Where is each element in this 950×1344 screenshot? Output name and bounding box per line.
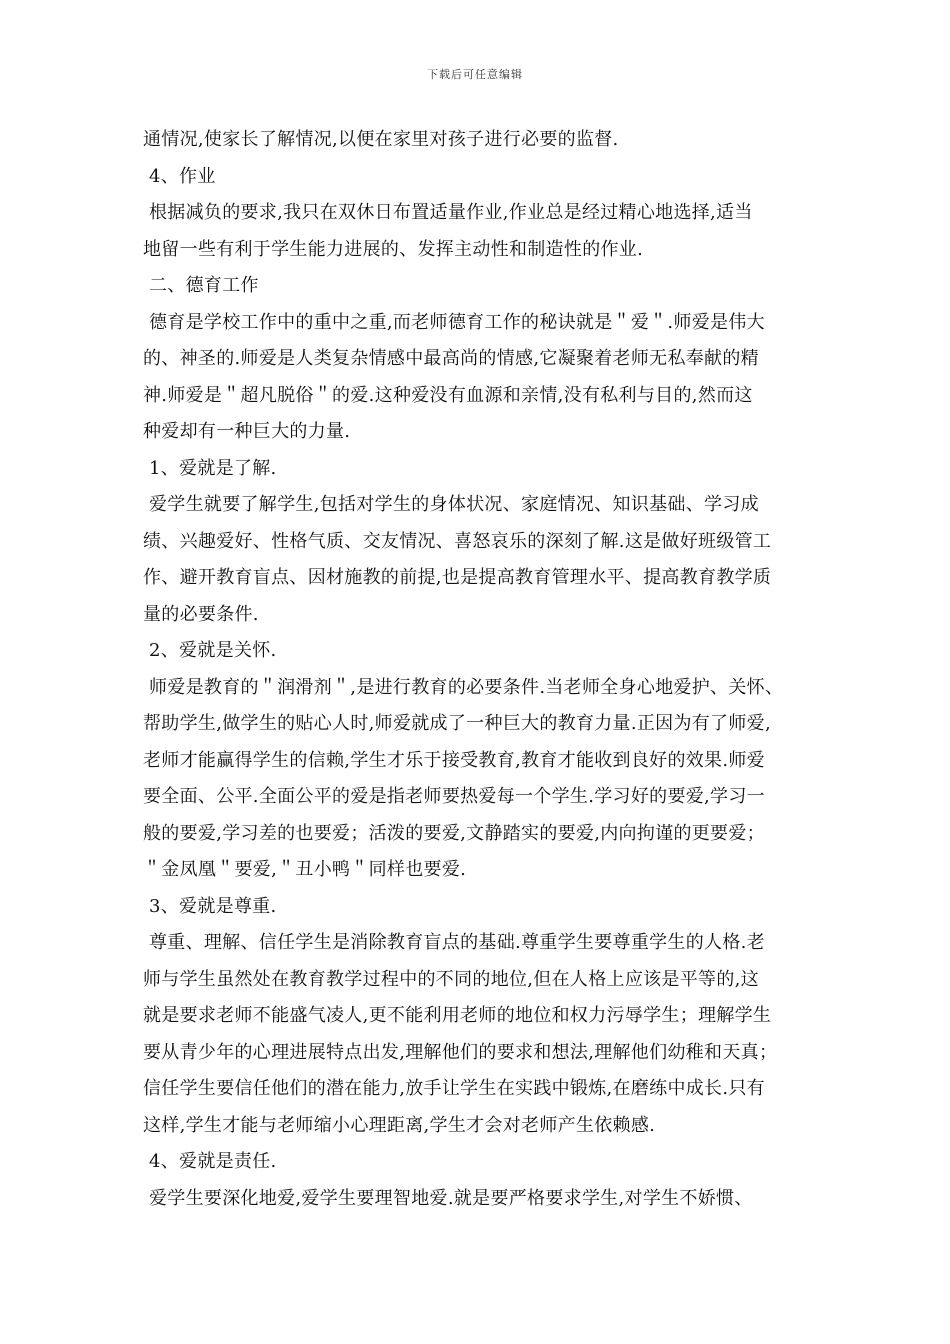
text-line: 德育是学校工作中的重中之重,而老师德育工作的秘诀就是＂爱＂.师爱是伟大	[149, 311, 765, 333]
text-line: 帮助学生,做学生的贴心人时,师爱就成了一种巨大的教育力量.正因为有了师爱,	[143, 713, 771, 734]
text-line: 般的要爱,学习差的也要爱；活泼的要爱,文静踏实的要爱,内向拘谨的更要爱；	[143, 822, 765, 844]
text-line: 师与学生虽然处在教育教学过程中的不同的地位,但在人格上应该是平等的,这	[143, 968, 759, 990]
text-line: 师爱是教育的＂润滑剂＂,是进行教育的必要条件.当老师全身心地爱护、关怀、	[149, 676, 784, 698]
document-body	[143, 122, 823, 1217]
text-line: 尊重、理解、信任学生是消除教育盲点的基础.尊重学生要尊重学生的人格.老	[149, 932, 765, 953]
text-line: 信任学生要信任他们的潜在能力,放手让学生在实践中锻炼,在磨练中成长.只有	[143, 1078, 765, 1099]
text-line: 要全面、公平.全面公平的爱是指老师要热爱每一个学生.学习好的要爱,学习一	[143, 786, 765, 807]
text-line: 3、爱就是尊重.	[149, 895, 277, 917]
text-line: 4、爱就是责任.	[149, 1151, 277, 1172]
text-line: 就是要求老师不能盛气凌人,更不能利用老师的地位和权力污辱学生；理解学生	[143, 1005, 772, 1026]
text-line: 2、爱就是关怀.	[149, 640, 277, 661]
text-line: 老师才能赢得学生的信赖,学生才乐于接受教育,教育才能收到良好的效果.师爱	[143, 749, 765, 771]
text-line: 爱学生要深化地爱,爱学生要理智地爱.就是要严格要求学生,对学生不娇惯、	[149, 1187, 753, 1209]
text-line: ＂金凤凰＂要爱,＂丑小鸭＂同样也要爱.	[143, 859, 467, 880]
text-line: 通情况,使家长了解情况,以便在家里对孩子进行必要的监督.	[143, 129, 619, 150]
text-line: 作、避开教育盲点、因材施教的前提,也是提高教育管理水平、提高教育教学质	[143, 567, 772, 588]
text-line: 绩、兴趣爱好、性格气质、交友情况、喜怒哀乐的深刻了解.这是做好班级管工	[143, 530, 772, 552]
page-header: 下载后可任意编辑	[427, 68, 523, 81]
text-line: 根据减负的要求,我只在双休日布置适量作业,作业总是经过精心地选择,适当	[149, 202, 753, 223]
text-line: 爱学生就要了解学生,包括对学生的身体状况、家庭情况、知识基础、学习成	[149, 494, 759, 515]
text-line: 要从青少年的心理进展特点出发,理解他们的要求和想法,理解他们幼稚和天真；	[143, 1041, 778, 1063]
text-line: 种爱却有一种巨大的力量.	[143, 421, 351, 442]
text-line: 二、德育工作	[149, 275, 259, 296]
text-line: 的、神圣的.师爱是人类复杂情感中最高尚的情感,它凝聚着老师无私奉献的精	[143, 348, 759, 369]
text-line: 4、作业	[149, 165, 216, 187]
text-line: 神.师爱是＂超凡脱俗＂的爱.这种爱没有血源和亲情,没有私利与目的,然而这	[143, 384, 753, 406]
text-line: 这样,学生才能与老师缩小心理距离,学生才会对老师产生依赖感.	[143, 1114, 656, 1136]
text-line: 量的必要条件.	[143, 603, 259, 625]
text-line: 地留一些有利于学生能力进展的、发挥主动性和制造性的作业.	[143, 238, 644, 260]
text-line: 1、爱就是了解.	[149, 457, 277, 479]
